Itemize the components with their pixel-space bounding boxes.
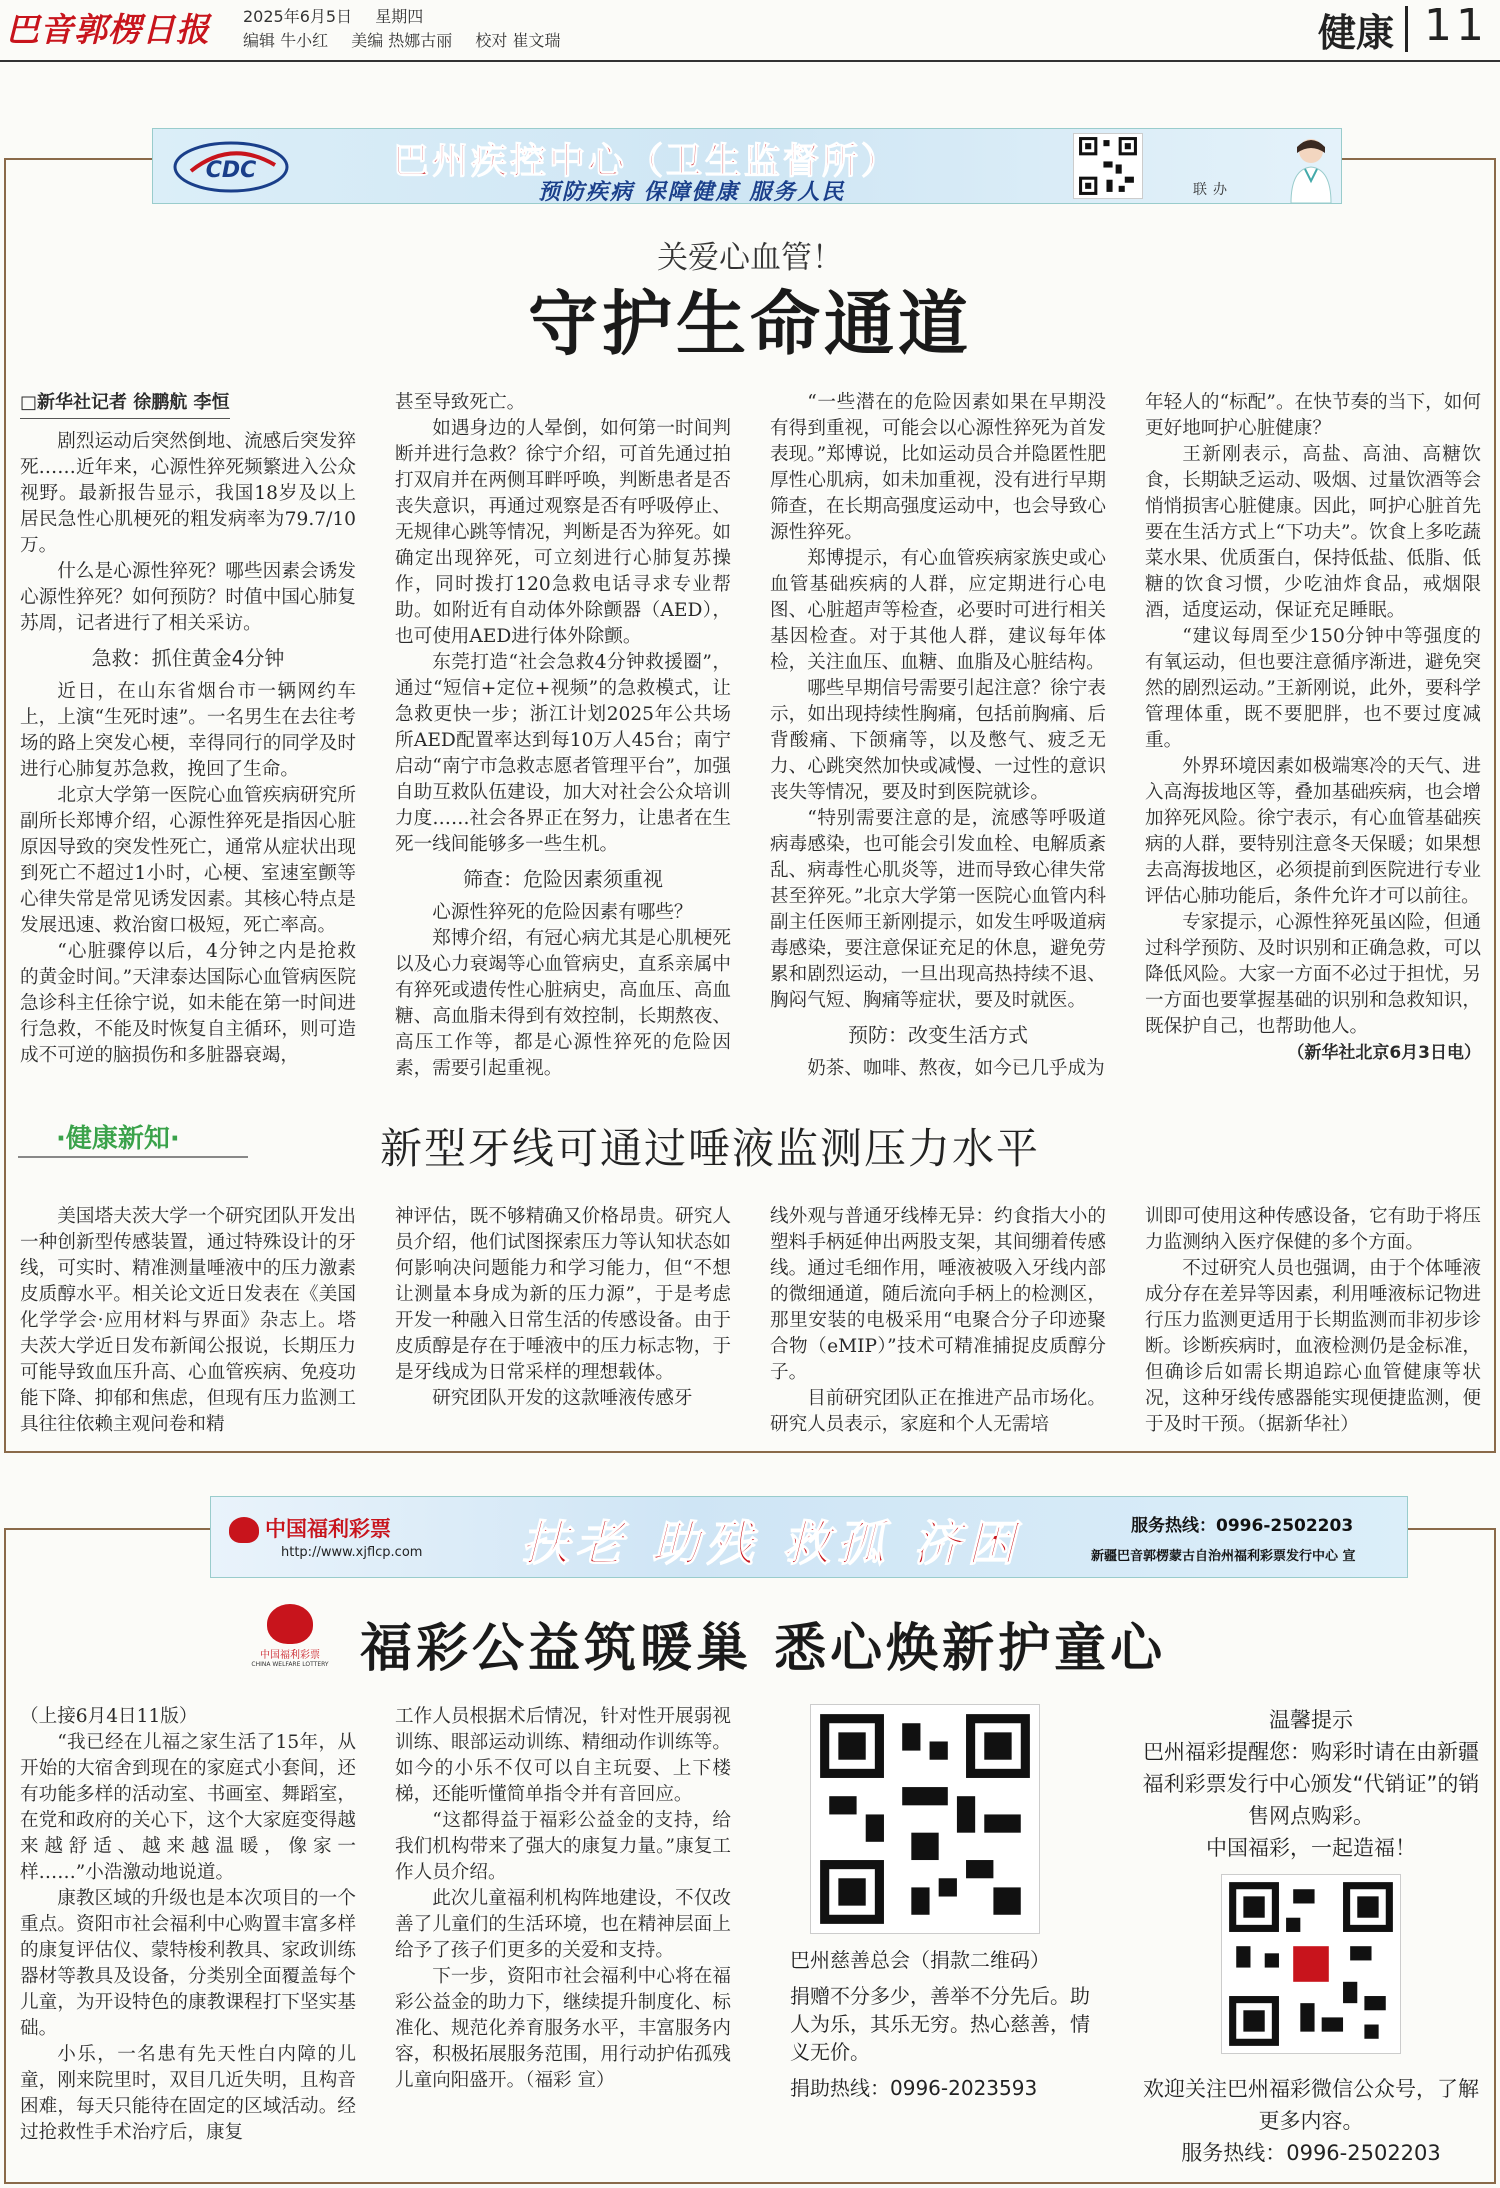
paragraph: 北京大学第一医院心血管疾病研究所副所长郑博介绍，心源性猝死是指因心脏原因导致的突发性死亡，通常从症状出现到死亡不超过1小时，心梗、室速室颤等心律失常是常见诱发因素。其核心特点是发展迅速、救治窗口极短，死亡率高。 [20, 785, 356, 936]
paragraph: 线外观与普通牙线棒无异：约食指大小的塑料手柄延伸出两股支架，其间绷着传感线。通过毛细作用，唾液被吸入牙线内部的微细通道，随后流向手柄上的检测区，那里安装的电极采用“电聚合分子印迹聚合物（eMIP）”技术可精准捕捉皮质醇分子。 [770, 1206, 1106, 1383]
donation-qr-code-icon[interactable] [810, 1704, 1040, 1934]
tips-box [1136, 1704, 1486, 2169]
paragraph: 工作人员根据术后情况，针对性开展弱视训练、眼部运动训练、精细动作训练等。如今的小乐不仅可以自主玩耍、上下楼梯，还能听懂简单指令并有音回应。 [395, 1706, 731, 1805]
paragraph: 年轻人的“标配”。在快节奏的当下，如何更好地呵护心脏健康？ [1145, 392, 1481, 439]
subheading: 筛查：危险因素须重视 [463, 867, 663, 891]
paragraph: 甚至导致死亡。 [395, 392, 526, 413]
paragraph: 神评估，既不够精确又价格昂贵。研究人员介绍，他们试图探索压力等认知状态如何影响决问题能力和学习能力，但“不想让测量本身成为新的压力源”，于是考虑开发一种融入日常生活的传感设备。由于皮质醇是存在于唾液中的压力标志物，于是牙线成为日常采样的理想载体。 [395, 1206, 731, 1383]
article-byline: □新华社记者 徐鹏航 李恒 [20, 390, 230, 419]
paragraph: 郑博提示，有心血管疾病家族史或心血管基础疾病的人群，应定期进行心电图、心脏超声等检查，必要时可进行相关基因检查。对于其他人群，建议每年体检，关注血压、血糖、血脂及心脏结构。 [770, 548, 1106, 673]
lottery-banner [210, 1496, 1408, 1578]
donation-hotline: 捐助热线：0996-2023593 [790, 2076, 1038, 2100]
designer-credit: 美编 热娜古丽 [351, 31, 453, 50]
paragraph: 不过研究人员也强调，由于个体唾液成分存在差异等因素，利用唾液标记物进行压力监测更适用于长期监测而非初步诊断。诊断疾病时，血液检测仍是金标准，但确诊后如需长期追踪心血管健康等状况，这种牙线传感器能实现便捷监测，便于及时干预。（据新华社） [1145, 1258, 1481, 1435]
paragraph: 什么是心源性猝死？哪些因素会诱发心源性猝死？如何预防？时值中国心肺复苏周，记者进行了相关采访。 [20, 561, 356, 634]
health-news-title: 新型牙线可通过唾液监测压力水平 [380, 1124, 1041, 1173]
paragraph: 下一步，资阳市社会福利中心将在福彩公益金的助力下，继续提升制度化、标准化、规范化养育服务水平，丰富服务内容，积极拓展服务范围，用行动护佑孤残儿童向阳盛开。（福彩 宣） [395, 1966, 731, 2091]
article-dateline: （新华社北京6月3日电） [1287, 1043, 1481, 1063]
tips-follow: 欢迎关注巴州福彩微信公众号，了解更多内容。 [1143, 2077, 1479, 2133]
subheading: 急救：抓住黄金4分钟 [91, 646, 285, 670]
proofreader-credit: 校对 崔文瑞 [475, 31, 561, 50]
page-number: 11 [1424, 0, 1488, 51]
lottery-brand-text: 中国福利彩票 [265, 1517, 391, 1541]
paragraph: 美国塔夫茨大学一个研究团队开发出一种创新型传感装置，通过特殊设计的牙线，可实时、精准测量唾液中的压力激素皮质醇水平。相关论文近日发表在《美国化学学会·应用材料与界面》杂志上。塔夫茨大学近日发布新闻公报说，长期压力可能导致血压升高、心血管疾病、免疫功能下降、抑郁和焦虑，但现有压力监测工具往往依赖主观问卷和精 [20, 1206, 356, 1435]
health-news-tag [18, 1118, 248, 1158]
article-column-2 [395, 390, 731, 1082]
cdc-banner [152, 128, 1342, 204]
subheading: 预防：改变生活方式 [848, 1023, 1028, 1047]
welfare-lottery-logo [250, 1604, 330, 1674]
tips-motto: 中国福彩，一起造福！ [1206, 1836, 1416, 1860]
staff-line [243, 28, 578, 51]
paragraph: 小乐，一名患有先天性白内障的儿童，刚来院里时，双目几近失明，且构音困难，每天只能待在固定的区域活动。经过抢救性手术治疗后，康复 [20, 2044, 356, 2143]
news-column-4 [1145, 1204, 1481, 1438]
cdc-slogan: 预防疾病 保障健康 服务人民 [538, 180, 846, 205]
paragraph: 目前研究团队正在推进产品市场化。研究人员表示，家庭和个人无需培 [770, 1388, 1106, 1435]
paragraph: 东莞打造“社会急救4分钟救援圈”，通过“短信+定位+视频”的急救模式，让急救更快一步；浙江计划2025年公共场所AED配置率达到每10万人45台；南宁启动“南宁市急救志愿者管理平台”，加强自助互救队伍建设，加大对社会公众培训力度……社会各界正在努力，让患者在生死一线间能够多一些生机。 [395, 652, 731, 855]
paragraph: 王新刚表示，高盐、高油、高糖饮食，长期缺乏运动、吸烟、过量饮酒等会悄悄损害心脏健康。因此，呵护心脏首先要在生活方式上“下功夫”。饮食上多吃蔬菜水果、优质蛋白，保持低盐、低脂、低糖的饮食习惯，少吃油炸食品，戒烟限酒，适度运动，保证充足睡眠。 [1145, 444, 1481, 621]
welfare-article-title: 福彩公益筑暖巢 悉心焕新护童心 [360, 1618, 1167, 1679]
paragraph: 郑博介绍，有冠心病尤其是心肌梗死以及心力衰竭等心血管病史，直系亲属中有猝死或遗传性心脏病史，高血压、高血糖、高血脂未得到有效控制，长期熬夜、高压工作等，都是心源性猝死的危险因素，需要引起重视。 [395, 928, 731, 1079]
welfare-logo-text: 中国福利彩票 [260, 1650, 320, 1661]
issue-date: 2025年6月5日 [243, 7, 353, 26]
issue-weekday: 星期四 [375, 7, 424, 26]
paragraph: 专家提示，心源性猝死虽凶险，但通过科学预防、及时识别和正确急救，可以降低风险。大家一方面不必过于担忧，另一方面也要掌握基础的识别和急救知识，既保护自己，也帮助他人。 [1145, 912, 1481, 1037]
donation-box [790, 1704, 1100, 2102]
cdc-name: 巴州疾控中心（卫生监督所） [393, 141, 901, 182]
lottery-brand [229, 1513, 391, 1543]
paragraph: 康教区域的升级也是本次项目的一个重点。资阳市社会福利中心购置丰富多样的康复评估仪、蒙特梭利教具、家政训练器材等教具及设备，分类别全面覆盖每个儿童，为开设特色的康教课程打下坚实基础。 [20, 1888, 356, 2039]
qr-code-icon [1073, 133, 1143, 199]
news-column-2 [395, 1204, 731, 1412]
lottery-slogan: 扶老 助残 救孤 济困 [521, 1516, 1022, 1572]
donation-title: 巴州慈善总会（捐款二维码） [790, 1948, 1050, 1972]
paragraph: “一些潜在的危险因素如果在早期没有得到重视，可能会以心源性猝死为首发表现。”郑博说，比如运动员合并隐匿性肥厚性心肌病，如未加重视，没有进行早期筛查，在长期高强度运动中，也会导致心源性猝死。 [770, 392, 1106, 543]
paragraph: “心脏骤停以后，4分钟之内是抢救的黄金时间。”天津泰达国际心血管病医院急诊科主任徐宁说，如未能在第一时间进行急救，不能及时恢复自主循环，则可造成不可逆的脑损伤和多脏器衰竭， [20, 941, 356, 1066]
doctor-illustration-icon [1283, 133, 1339, 203]
lottery-url: http://www.xjflcp.com [281, 1545, 423, 1560]
article-kicker: 关爱心血管！ [657, 240, 843, 276]
article-column-3 [770, 390, 1106, 1082]
continued-note: （上接6月4日11版） [20, 1706, 198, 1727]
welfare-mark-icon [267, 1604, 313, 1644]
health-news-tag-label: ·健康新知· [56, 1124, 180, 1154]
paragraph: 训即可使用这种传感设备，它有助于将压力监测纳入医疗保健的多个方面。 [1145, 1206, 1481, 1253]
paragraph: “这都得益于福彩公益金的支持，给我们机构带来了强大的康复力量。”康复工作人员介绍。 [395, 1810, 731, 1883]
paragraph: 哪些早期信号需要引起注意？徐宁表示，如出现持续性胸痛，包括前胸痛、后背酸痛、下颌痛等，以及憋气、疲乏无力、心跳突然加快或减慢、一过性的意识丧失等情况，要及时到医院就诊。 [770, 678, 1106, 803]
issue-date-line [243, 4, 441, 27]
newspaper-logo: 巴音郭楞日报 [6, 10, 210, 49]
welfare-lottery-logo-icon [229, 1517, 259, 1543]
section-name: 健康 [1317, 11, 1394, 55]
paragraph: 如遇身边的人晕倒，如何第一时间判断并进行急救？徐宁介绍，可首先通过拍打双肩并在两侧耳畔呼唤，判断患者是否丧失意识，再通过观察是否有呼吸停止、无规律心跳等情况，判断是否为猝死。如确定出现猝死，可立刻进行心肺复苏操作，同时拨打120急救电话寻求专业帮助。如附近有自动体外除颤器（AED），也可使用AED进行体外除颤。 [395, 418, 731, 647]
lottery-hotline: 服务热线：0996-2502203 [1131, 1516, 1354, 1536]
paragraph: 外界环境因素如极端寒冷的天气、进入高海拔地区等，叠加基础疾病，也会增加猝死风险。徐宁表示，有心血管基础疾病的人群，要特别注意冬天保暖；如果想去高海拔地区，必须提前到医院进行专业评估心肺功能后，条件允许才可以前往。 [1145, 756, 1481, 907]
paragraph: 此次儿童福利机构阵地建设，不仅改善了儿童们的生活环境，也在精神层面上给予了孩子们更多的关爱和支持。 [395, 1888, 731, 1961]
paragraph: “我已经在儿福之家生活了15年，从开始的大宿舍到现在的家庭式小套间，还有功能多样的活动室、书画室、舞蹈室，在党和政府的关心下，这个大家庭变得越来越舒适、越来越温暖，像家一样……”小浩激动地说道。 [20, 1732, 356, 1883]
news-column-3 [770, 1204, 1106, 1438]
paragraph: “特别需要注意的是，流感等呼吸道病毒感染，也可能会引发血栓、电解质紊乱、病毒性心肌炎等，进而导致心律失常甚至猝死。”北京大学第一医院心血管内科副主任医师王新刚提示，如发生呼吸道病毒感染，要注意保证充足的休息，避免劳累和剧烈运动，一旦出现高热持续不退、胸闷气短、胸痛等症状，要及时就医。 [770, 808, 1106, 1011]
tips-hotline: 服务热线：0996-2502203 [1181, 2141, 1441, 2165]
paragraph: 近日，在山东省烟台市一辆网约车上，上演“生死时速”。一名男生在去往考场的路上突发心梗，幸得同行的同学及时进行心肺复苏急救，挽回了生命。 [20, 681, 356, 780]
welfare-column-1 [20, 1704, 356, 2146]
news-column-1 [20, 1204, 356, 1438]
svg-text:CDC: CDC [205, 158, 257, 183]
section-divider [1405, 6, 1408, 52]
editor-credit: 编辑 牛小红 [243, 31, 329, 50]
paragraph: 剧烈运动后突然倒地、流感后突发猝死……近年来，心源性猝死频繁进入公众视野。最新报告显示，我国18岁及以上居民急性心肌梗死的粗发病率为79.7/10万。 [20, 431, 356, 556]
paragraph: 研究团队开发的这款唾液传感牙 [432, 1388, 693, 1409]
paragraph: 心源性猝死的危险因素有哪些？ [432, 902, 693, 923]
tips-body: 巴州福彩提醒您：购彩时请在由新疆福利彩票发行中心颁发“代销证”的销售网点购彩。 [1142, 1740, 1480, 1828]
wechat-qr-code-icon[interactable] [1221, 1874, 1401, 2054]
donation-text: 捐赠不分多少，善举不分先后。助人为乐，其乐无穷。热心慈善，情义无价。 [790, 1984, 1090, 2064]
welfare-logo-subtext: CHINA WELFARE LOTTERY [251, 1661, 329, 1668]
welfare-column-2 [395, 1704, 731, 2094]
lottery-issuer: 新疆巴音郭楞蒙古自治州福利彩票发行中心 宣 [1091, 1549, 1356, 1564]
co-organizer-label: 联办 [1193, 182, 1233, 198]
article-column-1 [20, 390, 356, 1069]
paragraph: “建议每周至少150分钟中等强度的有氧运动，但也要注意循序渐进，避免突然的剧烈运动。”王新刚说，此外，要科学管理体重，既不要肥胖，也不要过度减重。 [1145, 626, 1481, 751]
article-column-4 [1145, 390, 1481, 1066]
tips-title: 温馨提示 [1269, 1708, 1353, 1732]
masthead [0, 0, 1500, 62]
article-headline: 守护生命通道 [528, 283, 972, 365]
paragraph: 奶茶、咖啡、熬夜，如今已几乎成为 [807, 1058, 1105, 1079]
cdc-logo-icon [171, 139, 291, 195]
